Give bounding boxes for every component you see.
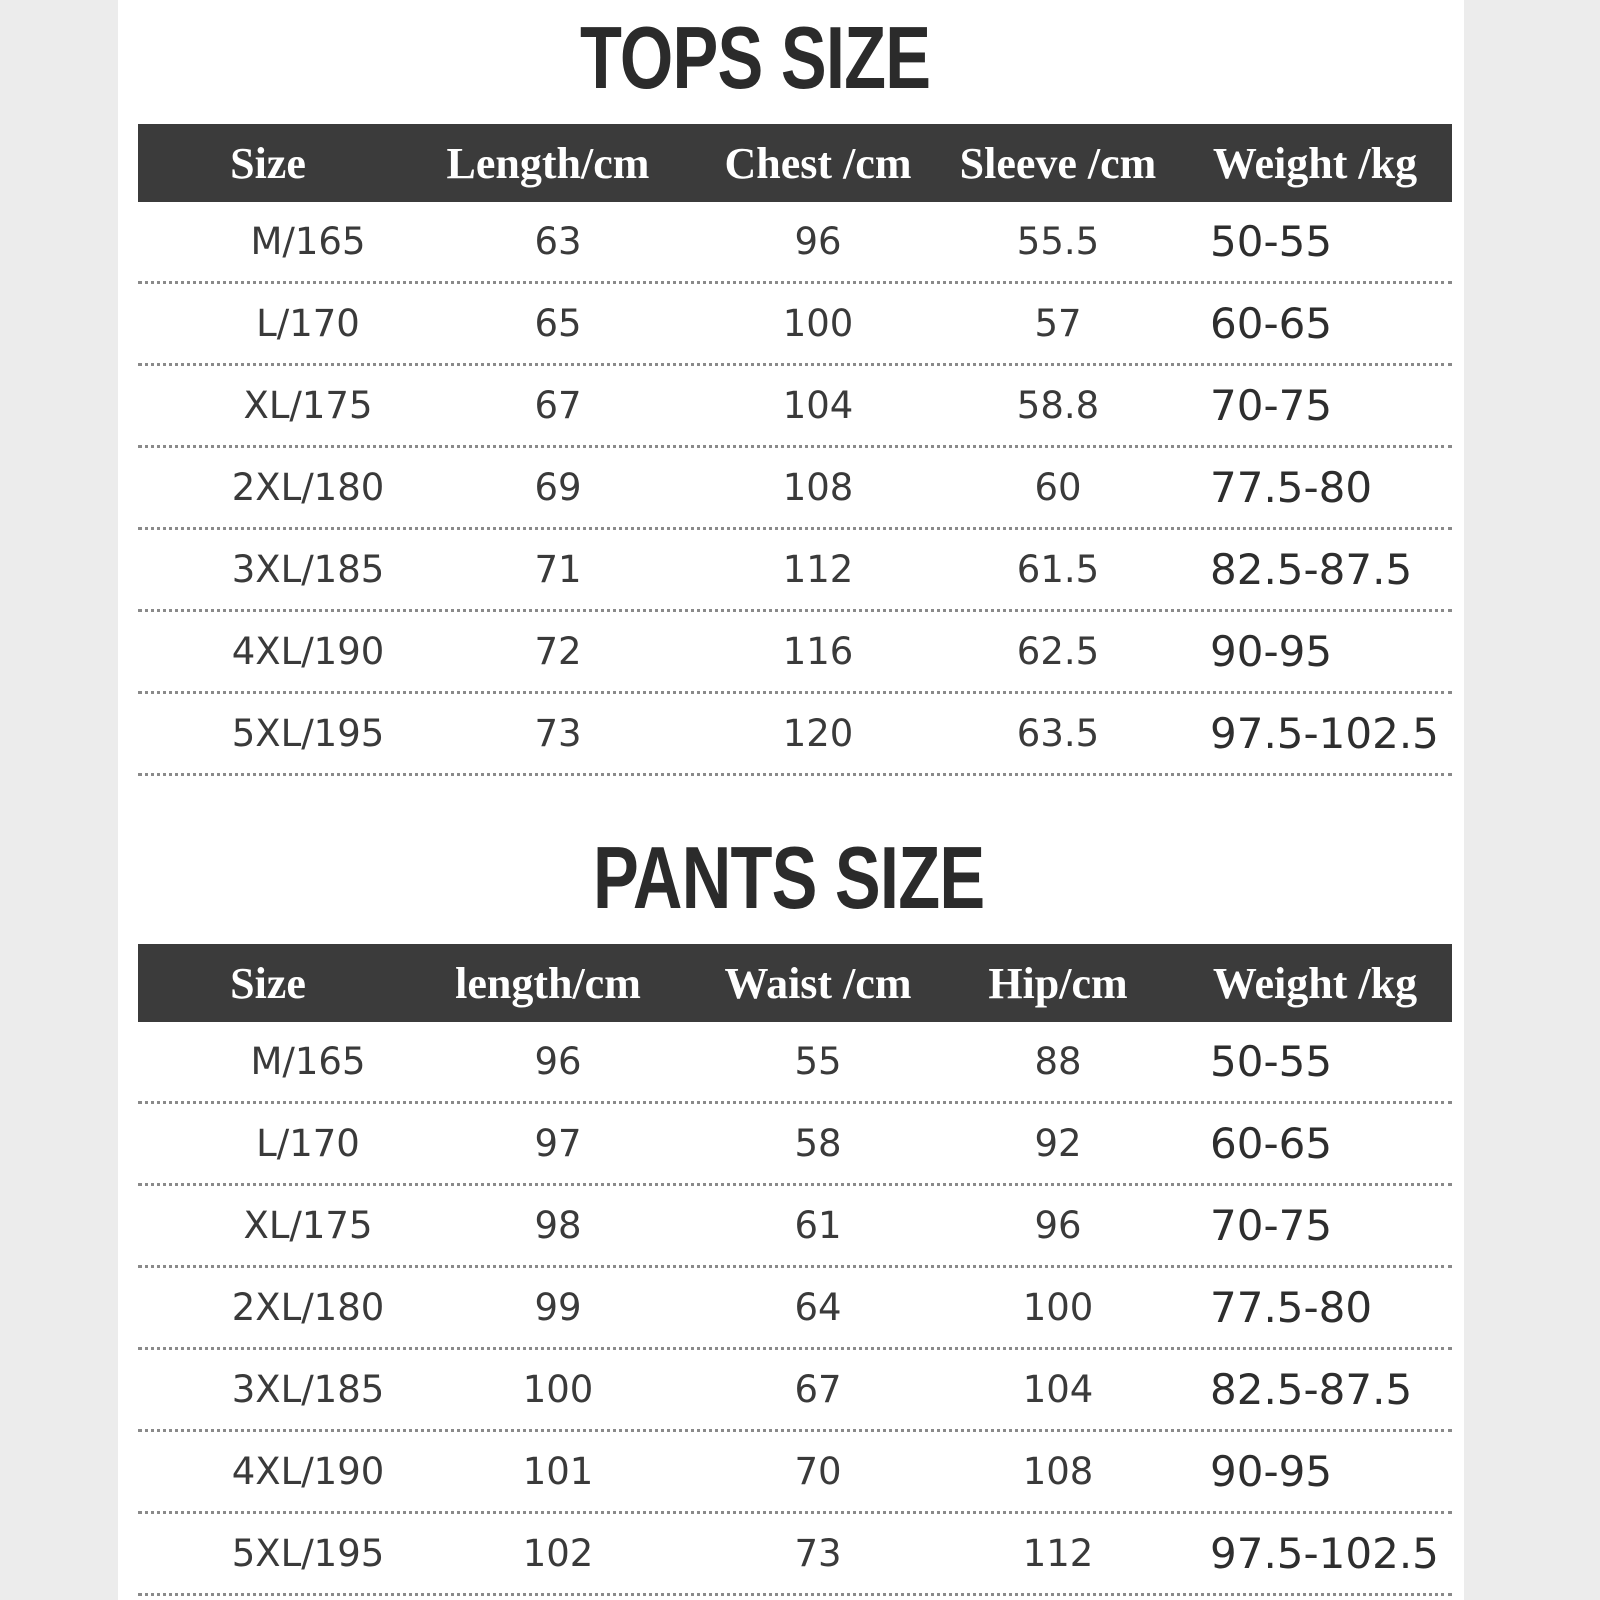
table-row [138, 1432, 1452, 1514]
hip-cell: 88 [1034, 1040, 1082, 1083]
size-cell: M/165 [250, 220, 366, 263]
tops-header-weight: Weight /kg [1212, 138, 1418, 188]
table-row [138, 1268, 1452, 1350]
chest-cell: 108 [782, 466, 854, 509]
tops-header-chest: Chest /cm [724, 138, 912, 188]
tops-header-size: Size [230, 138, 306, 188]
waist-cell: 58 [794, 1122, 842, 1165]
size-chart-page [118, 0, 1464, 1600]
weight-cell: 82.5-87.5 [1210, 545, 1413, 594]
waist-cell: 64 [794, 1286, 842, 1329]
waist-cell: 73 [794, 1532, 842, 1575]
table-row [138, 1104, 1452, 1186]
pants-header-weight: Weight /kg [1212, 958, 1418, 1008]
table-row [138, 1514, 1452, 1596]
sleeve-cell: 61.5 [1016, 548, 1100, 591]
waist-cell: 70 [794, 1450, 842, 1493]
weight-cell: 50-55 [1210, 1037, 1333, 1086]
weight-cell: 70-75 [1210, 1201, 1333, 1250]
sleeve-cell: 60 [1034, 466, 1082, 509]
pants-header-row [138, 944, 1452, 1022]
size-cell: XL/175 [243, 1204, 373, 1247]
tops-header-row [138, 124, 1452, 202]
pants-header-hip: Hip/cm [988, 958, 1128, 1008]
length-cell: 69 [534, 466, 582, 509]
tops-size-title: TOPS SIZE [580, 8, 931, 107]
table-row [138, 202, 1452, 284]
length-cell: 100 [522, 1368, 594, 1411]
table-row [138, 1022, 1452, 1104]
tops-size-table [138, 124, 1452, 776]
waist-cell: 55 [794, 1040, 842, 1083]
size-cell: L/170 [256, 1122, 360, 1165]
weight-cell: 97.5-102.5 [1210, 1529, 1439, 1578]
weight-cell: 60-65 [1210, 299, 1333, 348]
chest-cell: 100 [782, 302, 854, 345]
hip-cell: 112 [1022, 1532, 1094, 1575]
sleeve-cell: 58.8 [1016, 384, 1100, 427]
size-cell: XL/175 [243, 384, 373, 427]
length-cell: 96 [534, 1040, 582, 1083]
pants-header-size: Size [230, 958, 306, 1008]
length-cell: 97 [534, 1122, 582, 1165]
sleeve-cell: 57 [1034, 302, 1082, 345]
size-cell: 3XL/185 [231, 1368, 385, 1411]
length-cell: 73 [534, 712, 582, 755]
size-cell: 4XL/190 [231, 630, 385, 673]
weight-cell: 82.5-87.5 [1210, 1365, 1413, 1414]
weight-cell: 70-75 [1210, 381, 1333, 430]
hip-cell: 100 [1022, 1286, 1094, 1329]
size-cell: 3XL/185 [231, 548, 385, 591]
pants-size-table [138, 944, 1452, 1596]
length-cell: 101 [522, 1450, 594, 1493]
table-row [138, 284, 1452, 366]
weight-cell: 77.5-80 [1210, 1283, 1373, 1332]
pants-header-length: length/cm [455, 958, 641, 1008]
size-cell: 2XL/180 [231, 1286, 385, 1329]
size-cell: L/170 [256, 302, 360, 345]
length-cell: 71 [534, 548, 582, 591]
length-cell: 65 [534, 302, 582, 345]
pants-size-title: PANTS SIZE [593, 828, 985, 927]
tops-header-sleeve: Sleeve /cm [959, 138, 1157, 188]
hip-cell: 108 [1022, 1450, 1094, 1493]
sleeve-cell: 55.5 [1016, 220, 1100, 263]
chest-cell: 104 [782, 384, 854, 427]
weight-cell: 97.5-102.5 [1210, 709, 1439, 758]
chest-cell: 96 [794, 220, 842, 263]
weight-cell: 77.5-80 [1210, 463, 1373, 512]
chest-cell: 120 [782, 712, 854, 755]
hip-cell: 92 [1034, 1122, 1082, 1165]
weight-cell: 50-55 [1210, 217, 1333, 266]
chest-cell: 112 [782, 548, 854, 591]
size-cell: M/165 [250, 1040, 366, 1083]
table-row [138, 694, 1452, 776]
length-cell: 99 [534, 1286, 582, 1329]
length-cell: 72 [534, 630, 582, 673]
size-cell: 5XL/195 [231, 712, 385, 755]
hip-cell: 96 [1034, 1204, 1082, 1247]
weight-cell: 90-95 [1210, 1447, 1333, 1496]
sleeve-cell: 62.5 [1016, 630, 1100, 673]
length-cell: 102 [522, 1532, 594, 1575]
chest-cell: 116 [782, 630, 854, 673]
weight-cell: 90-95 [1210, 627, 1333, 676]
table-row [138, 448, 1452, 530]
table-row [138, 1350, 1452, 1432]
pants-header-waist: Waist /cm [724, 958, 912, 1008]
waist-cell: 61 [794, 1204, 842, 1247]
sleeve-cell: 63.5 [1016, 712, 1100, 755]
size-cell: 4XL/190 [231, 1450, 385, 1493]
size-cell: 5XL/195 [231, 1532, 385, 1575]
waist-cell: 67 [794, 1368, 842, 1411]
length-cell: 63 [534, 220, 582, 263]
length-cell: 98 [534, 1204, 582, 1247]
tops-header-length: Length/cm [446, 138, 650, 188]
weight-cell: 60-65 [1210, 1119, 1333, 1168]
table-row [138, 612, 1452, 694]
hip-cell: 104 [1022, 1368, 1094, 1411]
table-row [138, 366, 1452, 448]
table-row [138, 530, 1452, 612]
size-cell: 2XL/180 [231, 466, 385, 509]
length-cell: 67 [534, 384, 582, 427]
table-row [138, 1186, 1452, 1268]
